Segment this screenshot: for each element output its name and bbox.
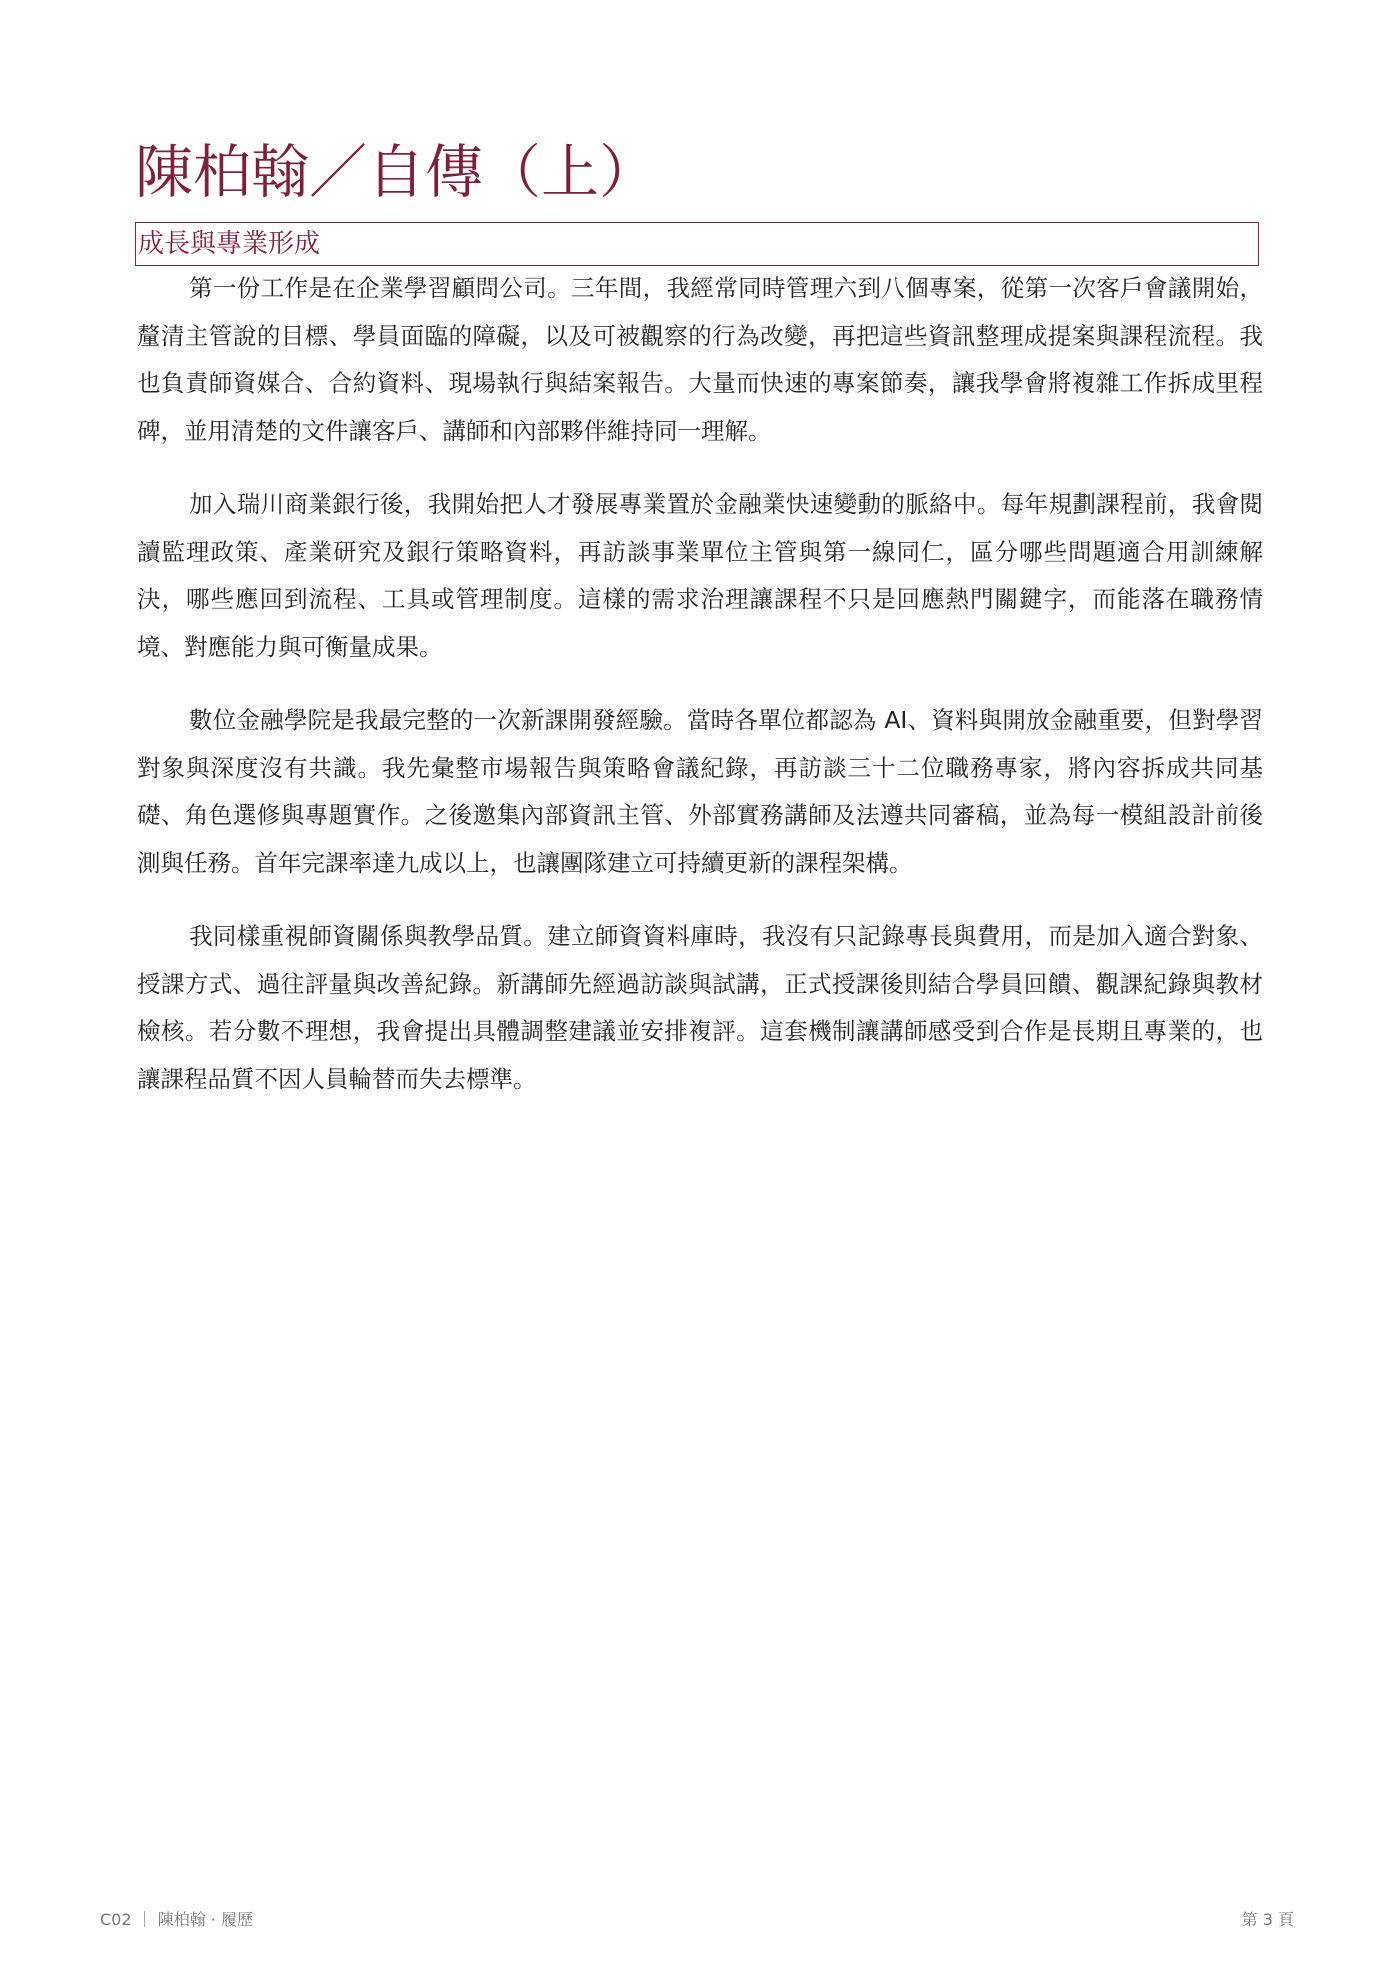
body-text xyxy=(137,265,1263,1129)
paragraph: 加入瑞川商業銀行後，我開始把人才發展專業置於金融業快速變動的脈絡中。每年規劃課程前，我會閱讀監理政策、產業研究及銀行策略資料，再訪談事業單位主管與第一線同仁，區分哪些問題適合用訓練解決，哪些應回到流程、工具或管理制度。這樣的需求治理讓課程不只是回應熱門關鍵字，而能落在職務情境、對應能力與可衡量成果。 xyxy=(137,490,1263,661)
footer-page-number: 第 3 頁 xyxy=(1241,1910,1294,1929)
paragraph: 我同樣重視師資關係與教學品質。建立師資資料庫時，我沒有只記錄專長與費用，而是加入適合對象、授課方式、過往評量與改善紀錄。新講師先經過訪談與試講，正式授課後則結合學員回饋、觀課紀錄與教材檢核。若分數不理想，我會提出具體調整建議並安排複評。這套機制讓講師感受到合作是長期且專業的，也讓課程品質不因人員輪替而失去標準。 xyxy=(137,922,1263,1093)
section-heading: 成長與專業形成 xyxy=(135,222,1259,266)
paragraph: 第一份工作是在企業學習顧問公司。三年間，我經常同時管理六到八個專案，從第一次客戶會議開始，釐清主管說的目標、學員面臨的障礙，以及可被觀察的行為改變，再把這些資訊整理成提案與課程流程。我也負責師資媒合、合約資料、現場執行與結案報告。大量而快速的專案節奏，讓我學會將複雜工作拆成里程碑，並用清楚的文件讓客戶、講師和內部夥伴維持同一理解。 xyxy=(137,274,1263,445)
paragraph: 數位金融學院是我最完整的一次新課開發經驗。當時各單位都認為 AI、資料與開放金融重要，但對學習對象與深度沒有共識。我先彙整市場報告與策略會議紀錄，再訪談三十二位職務專家，將內容拆成共同基礎、角色選修與專題實作。之後邀集內部資訊主管、外部實務講師及法遵共同審稿，並為每一模組設計前後測與任務。首年完課率達九成以上，也讓團隊建立可持續更新的課程架構。 xyxy=(137,706,1263,877)
page-title: 陳柏翰／自傳（上） xyxy=(135,138,658,206)
footer-document-label: C02 ｜ 陳柏翰 · 履歷 xyxy=(100,1910,253,1929)
